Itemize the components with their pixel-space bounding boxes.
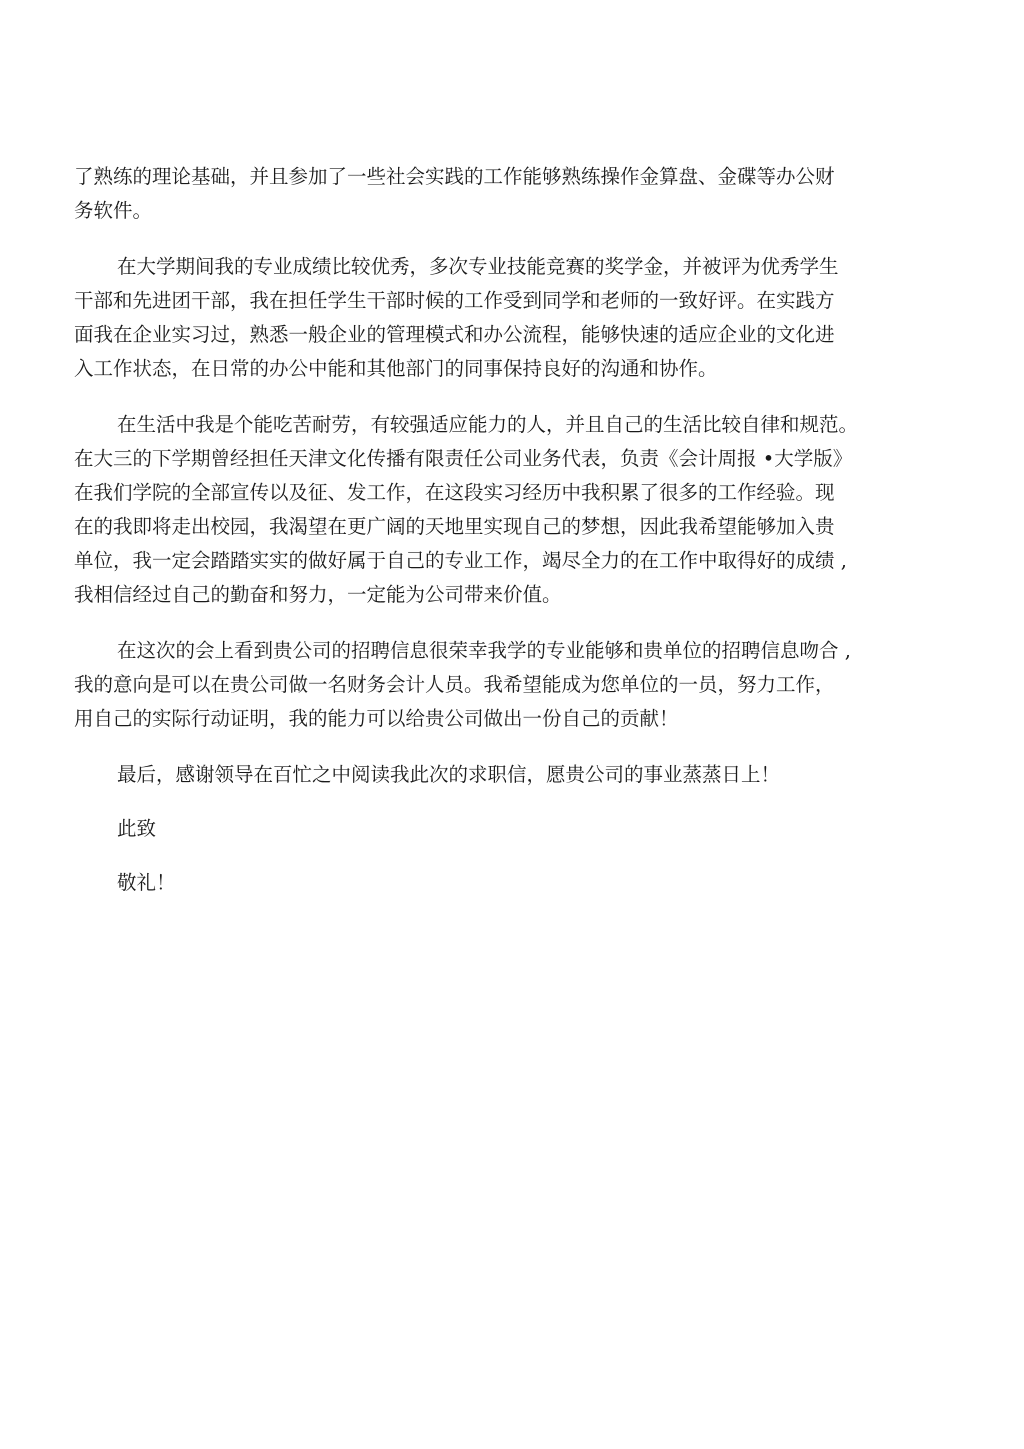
letter-body	[74, 160, 894, 900]
paragraph-line: 务软件。	[74, 199, 153, 222]
paragraph-1	[74, 160, 894, 228]
closing-salutation	[74, 812, 894, 846]
paragraph-3	[74, 408, 894, 612]
paragraph-line: 面我在企业实习过，熟悉一般企业的管理模式和办公流程，能够快速的适应企业的文化进	[74, 323, 835, 346]
paragraph-line: 用自己的实际行动证明，我的能力可以给贵公司做出一份自己的贡献！	[74, 707, 679, 730]
paragraph-line: 入工作状态，在日常的办公中能和其他部门的同事保持良好的沟通和协作。	[74, 357, 718, 380]
paragraph-line: 了熟练的理论基础，并且参加了一些社会实践的工作能够熟练操作金算盘、金碟等办公财	[74, 165, 835, 188]
closing-respect	[74, 866, 894, 900]
paragraph-2	[74, 250, 894, 386]
paragraph-line: 最后，感谢领导在百忙之中阅读我此次的求职信，愿贵公司的事业蒸蒸日上！	[117, 763, 781, 786]
paragraph-line: 在的我即将走出校园，我渴望在更广阔的天地里实现自己的梦想，因此我希望能够加入贵	[74, 515, 835, 538]
closing-line: 此致	[117, 817, 157, 840]
paragraph-line: 我的意向是可以在贵公司做一名财务会计人员。我希望能成为您单位的一员，努力工作，	[74, 673, 835, 696]
paragraph-line: 在大三的下学期曾经担任天津文化传播有限责任公司业务代表，负责《会计周报 •大学版》	[74, 447, 853, 470]
paragraph-line: 在大学期间我的专业成绩比较优秀，多次专业技能竞赛的奖学金，并被评为优秀学生	[117, 255, 839, 278]
paragraph-line: 在我们学院的全部宣传以及征、发工作，在这段实习经历中我积累了很多的工作经验。现	[74, 481, 835, 504]
paragraph-5	[74, 758, 894, 792]
paragraph-line: 在这次的会上看到贵公司的招聘信息很荣幸我学的专业能够和贵单位的招聘信息吻合 ,	[117, 639, 851, 662]
paragraph-line: 单位，我一定会踏踏实实的做好属于自己的专业工作，竭尽全力的在工作中取得好的成绩 ,	[74, 549, 847, 572]
closing-line: 敬礼！	[117, 871, 176, 894]
paragraph-line: 我相信经过自己的勤奋和努力，一定能为公司带来价值。	[74, 583, 562, 606]
paragraph-4	[74, 634, 894, 736]
paragraph-line: 在生活中我是个能吃苦耐劳，有较强适应能力的人，并且自己的生活比较自律和规范。	[117, 413, 859, 436]
paragraph-line: 干部和先进团干部，我在担任学生干部时候的工作受到同学和老师的一致好评。在实践方	[74, 289, 835, 312]
